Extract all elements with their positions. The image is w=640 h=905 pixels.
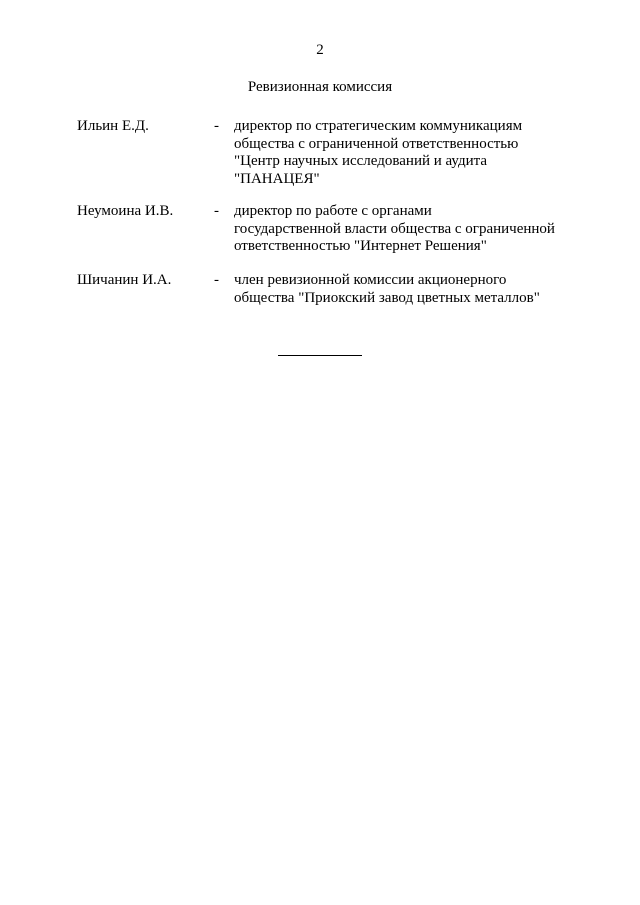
member-description (234, 272, 574, 307)
member-dash: - (214, 118, 219, 134)
description-line: член ревизионной комиссии акционерного (234, 272, 507, 288)
member-name: Ильин Е.Д. (77, 118, 149, 134)
page-number: 2 (316, 42, 324, 58)
description-line: "Центр научных исследований и аудита (234, 153, 488, 169)
description-line: общества "Приокский завод цветных металлов" (234, 289, 540, 306)
member-name: Шичанин И.А. (77, 272, 172, 288)
description-line: ответственностью "Интернет Решения" (234, 238, 487, 254)
member-dash: - (214, 272, 219, 288)
description-line: государственной власти общества с ограниченной (234, 220, 555, 237)
description-line: "ПАНАЦЕЯ" (234, 170, 320, 187)
section-title: Ревизионная комиссия (247, 79, 393, 95)
end-rule (278, 355, 362, 356)
description-line: директор по работе с органами (234, 203, 432, 219)
description-line: директор по стратегическим коммуникациям (234, 118, 523, 134)
member-description (234, 203, 574, 256)
member-dash: - (214, 203, 219, 219)
member-description (234, 118, 574, 188)
member-name: Неумоина И.В. (77, 203, 174, 219)
description-line: общества с ограниченной ответственностью (234, 135, 519, 152)
